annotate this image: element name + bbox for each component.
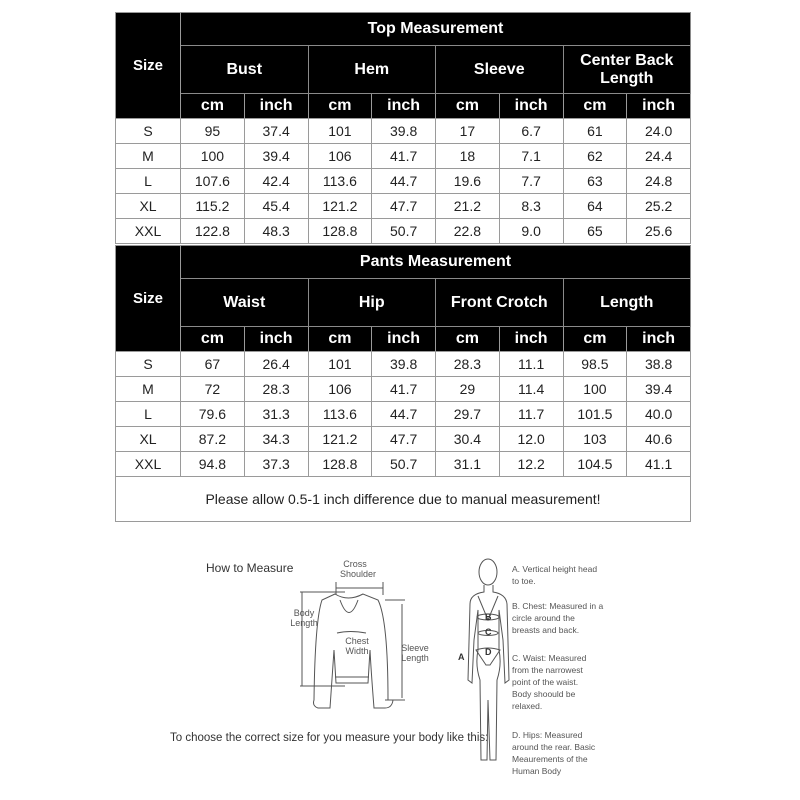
legend-a: A. Vertical height head to toe. xyxy=(512,564,598,586)
table-row xyxy=(116,377,691,402)
group-header: Hem xyxy=(308,46,436,94)
value-cell: 8.3 xyxy=(499,194,563,219)
value-cell: 45.4 xyxy=(244,194,308,219)
value-cell: 62 xyxy=(563,144,627,169)
unit-header-cm: cm xyxy=(436,327,500,352)
size-cell: L xyxy=(116,402,181,427)
value-cell: 47.7 xyxy=(372,427,436,452)
value-cell: 28.3 xyxy=(244,377,308,402)
unit-header-inch: inch xyxy=(499,327,563,352)
value-cell: 34.3 xyxy=(244,427,308,452)
size-header: Size xyxy=(116,13,181,119)
unit-header-inch: inch xyxy=(499,94,563,119)
size-cell: M xyxy=(116,377,181,402)
value-cell: 128.8 xyxy=(308,452,372,477)
value-cell: 21.2 xyxy=(436,194,500,219)
table-row xyxy=(116,194,691,219)
pants-measurement-table xyxy=(115,245,691,522)
value-cell: 39.4 xyxy=(244,144,308,169)
value-cell: 37.3 xyxy=(244,452,308,477)
size-header: Size xyxy=(116,246,181,352)
value-cell: 101 xyxy=(308,119,372,144)
value-cell: 19.6 xyxy=(436,169,500,194)
value-cell: 9.0 xyxy=(499,219,563,244)
value-cell: 115.2 xyxy=(181,194,245,219)
chest-width-label: Chest Width xyxy=(345,636,369,656)
value-cell: 7.7 xyxy=(499,169,563,194)
table-row xyxy=(116,119,691,144)
value-cell: 31.1 xyxy=(436,452,500,477)
table-row xyxy=(116,169,691,194)
value-cell: 41.7 xyxy=(372,144,436,169)
value-cell: 94.8 xyxy=(181,452,245,477)
size-cell: XL xyxy=(116,194,181,219)
table-title: Top Measurement xyxy=(181,13,691,46)
value-cell: 24.0 xyxy=(627,119,691,144)
value-cell: 121.2 xyxy=(308,427,372,452)
size-cell: XL xyxy=(116,427,181,452)
sleeve-length-label: Sleeve Length xyxy=(401,643,429,663)
size-cell: M xyxy=(116,144,181,169)
unit-header-inch: inch xyxy=(244,94,308,119)
value-cell: 39.4 xyxy=(627,377,691,402)
value-cell: 11.1 xyxy=(499,352,563,377)
legend-d: D. Hips: Measured around the rear. Basic Meaurements of the Human Body xyxy=(512,730,596,776)
value-cell: 50.7 xyxy=(372,452,436,477)
value-cell: 50.7 xyxy=(372,219,436,244)
value-cell: 25.6 xyxy=(627,219,691,244)
table-row xyxy=(116,144,691,169)
value-cell: 87.2 xyxy=(181,427,245,452)
value-cell: 107.6 xyxy=(181,169,245,194)
unit-header-cm: cm xyxy=(308,327,372,352)
value-cell: 37.4 xyxy=(244,119,308,144)
value-cell: 7.1 xyxy=(499,144,563,169)
table-row xyxy=(116,427,691,452)
value-cell: 24.8 xyxy=(627,169,691,194)
value-cell: 6.7 xyxy=(499,119,563,144)
value-cell: 113.6 xyxy=(308,169,372,194)
value-cell: 39.8 xyxy=(372,119,436,144)
value-cell: 40.0 xyxy=(627,402,691,427)
value-cell: 24.4 xyxy=(627,144,691,169)
size-cell: L xyxy=(116,169,181,194)
value-cell: 42.4 xyxy=(244,169,308,194)
value-cell: 100 xyxy=(563,377,627,402)
size-cell: S xyxy=(116,119,181,144)
value-cell: 28.3 xyxy=(436,352,500,377)
value-cell: 17 xyxy=(436,119,500,144)
group-header: Bust xyxy=(181,46,309,94)
value-cell: 47.7 xyxy=(372,194,436,219)
value-cell: 11.7 xyxy=(499,402,563,427)
unit-header-cm: cm xyxy=(308,94,372,119)
value-cell: 41.1 xyxy=(627,452,691,477)
value-cell: 38.8 xyxy=(627,352,691,377)
value-cell: 61 xyxy=(563,119,627,144)
unit-header-inch: inch xyxy=(372,94,436,119)
unit-header-inch: inch xyxy=(372,327,436,352)
value-cell: 63 xyxy=(563,169,627,194)
value-cell: 106 xyxy=(308,377,372,402)
marker-c: C xyxy=(485,627,492,637)
table-row xyxy=(116,219,691,244)
value-cell: 113.6 xyxy=(308,402,372,427)
value-cell: 12.2 xyxy=(499,452,563,477)
value-cell: 41.7 xyxy=(372,377,436,402)
value-cell: 98.5 xyxy=(563,352,627,377)
value-cell: 25.2 xyxy=(627,194,691,219)
unit-header-inch: inch xyxy=(627,94,691,119)
size-cell: XXL xyxy=(116,219,181,244)
unit-header-cm: cm xyxy=(563,327,627,352)
marker-b: B xyxy=(485,612,492,622)
value-cell: 22.8 xyxy=(436,219,500,244)
value-cell: 39.8 xyxy=(372,352,436,377)
legend-c: C. Waist: Measured from the narrowest point of the waist. Body shoould be relaxed. xyxy=(512,653,587,711)
value-cell: 65 xyxy=(563,219,627,244)
value-cell: 101 xyxy=(308,352,372,377)
unit-header-cm: cm xyxy=(563,94,627,119)
unit-header-cm: cm xyxy=(181,94,245,119)
measurement-note: Please allow 0.5-1 inch difference due to manual measurement! xyxy=(116,477,691,522)
value-cell: 29 xyxy=(436,377,500,402)
top-measurement-table xyxy=(115,12,691,244)
legend-b: B. Chest: Measured in a circle around the breasts and back. xyxy=(512,601,604,635)
value-cell: 101.5 xyxy=(563,402,627,427)
size-cell: XXL xyxy=(116,452,181,477)
value-cell: 100 xyxy=(181,144,245,169)
value-cell: 121.2 xyxy=(308,194,372,219)
value-cell: 18 xyxy=(436,144,500,169)
value-cell: 103 xyxy=(563,427,627,452)
unit-header-cm: cm xyxy=(436,94,500,119)
value-cell: 104.5 xyxy=(563,452,627,477)
group-header: Length xyxy=(563,279,691,327)
cross-shoulder-label: Cross Shoulder xyxy=(340,559,377,579)
value-cell: 122.8 xyxy=(181,219,245,244)
value-cell: 31.3 xyxy=(244,402,308,427)
value-cell: 128.8 xyxy=(308,219,372,244)
table-row xyxy=(116,402,691,427)
group-header: Hip xyxy=(308,279,436,327)
group-header: Center Back Length xyxy=(563,46,691,94)
value-cell: 106 xyxy=(308,144,372,169)
value-cell: 79.6 xyxy=(181,402,245,427)
size-cell: S xyxy=(116,352,181,377)
value-cell: 48.3 xyxy=(244,219,308,244)
group-header: Sleeve xyxy=(436,46,564,94)
instruction-text: To choose the correct size for you measure your body like this: xyxy=(170,732,489,744)
body-length-label: Body Length xyxy=(290,608,318,628)
how-to-measure-title: How to Measure xyxy=(206,561,294,575)
marker-d: D xyxy=(485,647,492,657)
unit-header-inch: inch xyxy=(627,327,691,352)
value-cell: 67 xyxy=(181,352,245,377)
value-cell: 72 xyxy=(181,377,245,402)
table-title: Pants Measurement xyxy=(181,246,691,279)
value-cell: 12.0 xyxy=(499,427,563,452)
value-cell: 64 xyxy=(563,194,627,219)
value-cell: 11.4 xyxy=(499,377,563,402)
group-header: Waist xyxy=(181,279,309,327)
table-row xyxy=(116,352,691,377)
marker-a: A xyxy=(458,652,465,662)
value-cell: 40.6 xyxy=(627,427,691,452)
value-cell: 29.7 xyxy=(436,402,500,427)
value-cell: 44.7 xyxy=(372,402,436,427)
table-row xyxy=(116,452,691,477)
value-cell: 26.4 xyxy=(244,352,308,377)
value-cell: 30.4 xyxy=(436,427,500,452)
group-header: Front Crotch xyxy=(436,279,564,327)
unit-header-inch: inch xyxy=(244,327,308,352)
value-cell: 95 xyxy=(181,119,245,144)
unit-header-cm: cm xyxy=(181,327,245,352)
value-cell: 44.7 xyxy=(372,169,436,194)
